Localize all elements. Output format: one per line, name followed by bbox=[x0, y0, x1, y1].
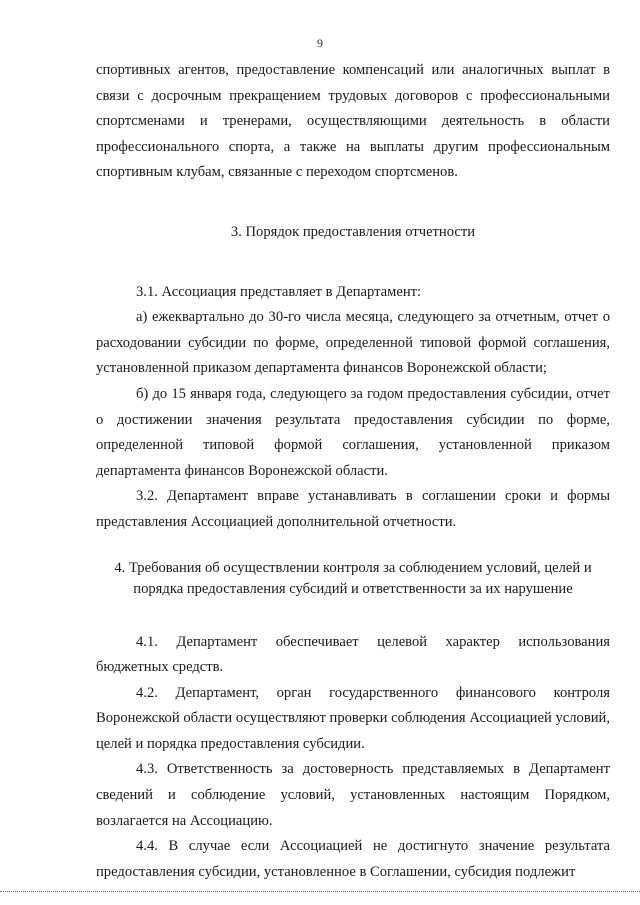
paragraph-3-1-b: б) до 15 января года, следующего за годом предоставления субсидии, отчет о достижении значения результата предоставления субсидии по форме, определенной типовой формой соглашения, установленной приказом департамента финансов Воронежской области. bbox=[96, 385, 610, 479]
paragraph-3-2: 3.2. Департамент вправе устанавливать в соглашении сроки и формы представления Ассоциацией дополнительной отчетности. bbox=[96, 488, 610, 530]
section-4-heading-line-2: порядка предоставления субсидий и ответственности за их нарушение bbox=[133, 580, 573, 597]
page-number: 9 bbox=[317, 36, 323, 50]
section-4-heading-line-1: 4. Требования об осуществлении контроля за соблюдением условий, целей и bbox=[114, 559, 592, 576]
page-bottom-edge bbox=[0, 891, 640, 892]
section-4-heading bbox=[96, 558, 610, 600]
paragraph-3-1-a: а) ежеквартально до 30-го числа месяца, следующего за отчетным, отчет о расходовании субсидии по форме, определенной типовой формой соглашения, установленной приказом департамента финансов Воронежской области; bbox=[96, 309, 610, 377]
document-body bbox=[96, 58, 610, 885]
paragraph-4-1: 4.1. Департамент обеспечивает целевой характер использования бюджетных средств. bbox=[96, 633, 610, 676]
paragraph-continuation: спортивных агентов, предоставление компенсаций или аналогичных выплат в связи с досрочным прекращением трудовых договоров с профессиональными спортсменами и тренерами, осуществляющими деятельность в области профессионального спорта, а также на выплаты другим профессиональным спортивным клубам, связанные с переходом спортсменов. bbox=[96, 62, 610, 181]
section-3-heading: 3. Порядок предоставления отчетности bbox=[230, 223, 476, 240]
paragraph-4-3: 4.3. Ответственность за достоверность представляемых в Департамент сведений и соблюдение условий, установленных настоящим Порядком, возлагается на Ассоциацию. bbox=[96, 761, 610, 829]
paragraph-4-4: 4.4. В случае если Ассоциацией не достигнуто значение результата предоставления субсидии, установленное в Соглашении, субсидия подлежит bbox=[96, 838, 610, 880]
paragraph-3-1: 3.1. Ассоциация представляет в Департамент: bbox=[136, 283, 422, 300]
paragraph-4-2: 4.2. Департамент, орган государственного финансового контроля Воронежской области осуществляют проверки соблюдения Ассоциацией условий, целей и порядка предоставления субсидии. bbox=[96, 684, 610, 752]
